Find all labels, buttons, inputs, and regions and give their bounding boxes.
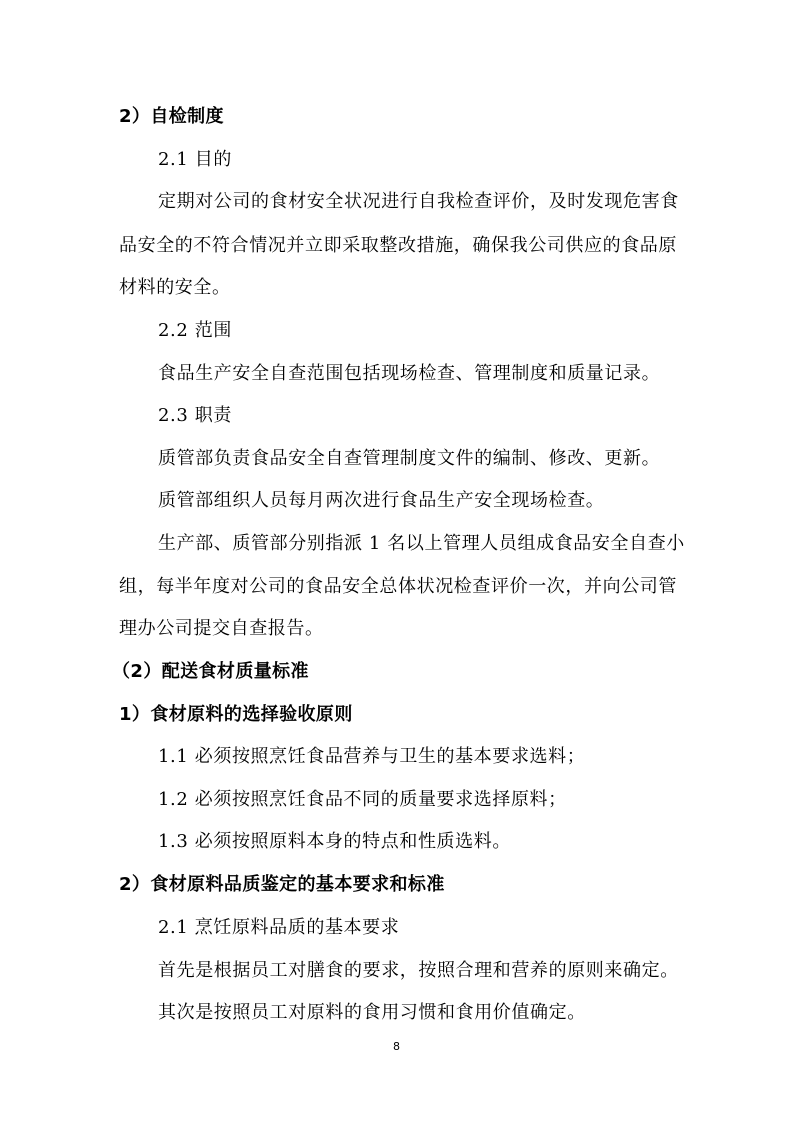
heading-selection-principles: 1）食材原料的选择验收原则 bbox=[119, 704, 353, 725]
heading-quality-identification: 2）食材原料品质鉴定的基本要求和标准 bbox=[119, 874, 445, 895]
paragraph-line: 材料的安全。 bbox=[119, 277, 231, 298]
heading-self-check: 2）自检制度 bbox=[119, 106, 224, 127]
paragraph-line: 质管部负责食品安全自查管理制度文件的编制、修改、更新。 bbox=[158, 448, 661, 469]
paragraph-line: 品安全的不符合情况并立即采取整改措施，确保我公司供应的食品原 bbox=[119, 235, 677, 256]
page-number: 8 bbox=[393, 1040, 400, 1053]
list-item: 1.1 必须按照烹饪食品营养与卫生的基本要求选料； bbox=[158, 746, 586, 767]
paragraph-line: 食品生产安全自查范围包括现场检查、管理制度和质量记录。 bbox=[158, 363, 661, 384]
paragraph-line: 组，每半年度对公司的食品安全总体状况检查评价一次，并向公司管 bbox=[119, 576, 677, 597]
paragraph-line: 其次是按照员工对原料的食用习惯和食用价值确定。 bbox=[158, 1002, 586, 1023]
list-item: 1.2 必须按照烹饪食品不同的质量要求选择原料； bbox=[158, 789, 567, 810]
subheading-scope: 2.2 范围 bbox=[158, 320, 232, 341]
paragraph-line: 质管部组织人员每月两次进行食品生产安全现场检查。 bbox=[158, 490, 605, 511]
subheading-basic-requirements: 2.1 烹饪原料品质的基本要求 bbox=[158, 917, 400, 938]
paragraph-line: 定期对公司的食材安全状况进行自我检查评价，及时发现危害食 bbox=[158, 191, 679, 212]
heading-quality-standard: （2）配送食材质量标准 bbox=[112, 661, 309, 682]
list-item: 1.3 必须按照原料本身的特点和性质选料。 bbox=[158, 831, 511, 852]
paragraph-line: 首先是根据员工对膳食的要求，按照合理和营养的原则来确定。 bbox=[158, 960, 679, 981]
paragraph-line: 理办公司提交自查报告。 bbox=[119, 618, 324, 639]
subheading-duty: 2.3 职责 bbox=[158, 405, 232, 426]
subheading-purpose: 2.1 目的 bbox=[158, 149, 232, 170]
paragraph-line: 生产部、质管部分别指派 1 名以上管理人员组成食品安全自查小 bbox=[158, 533, 685, 554]
